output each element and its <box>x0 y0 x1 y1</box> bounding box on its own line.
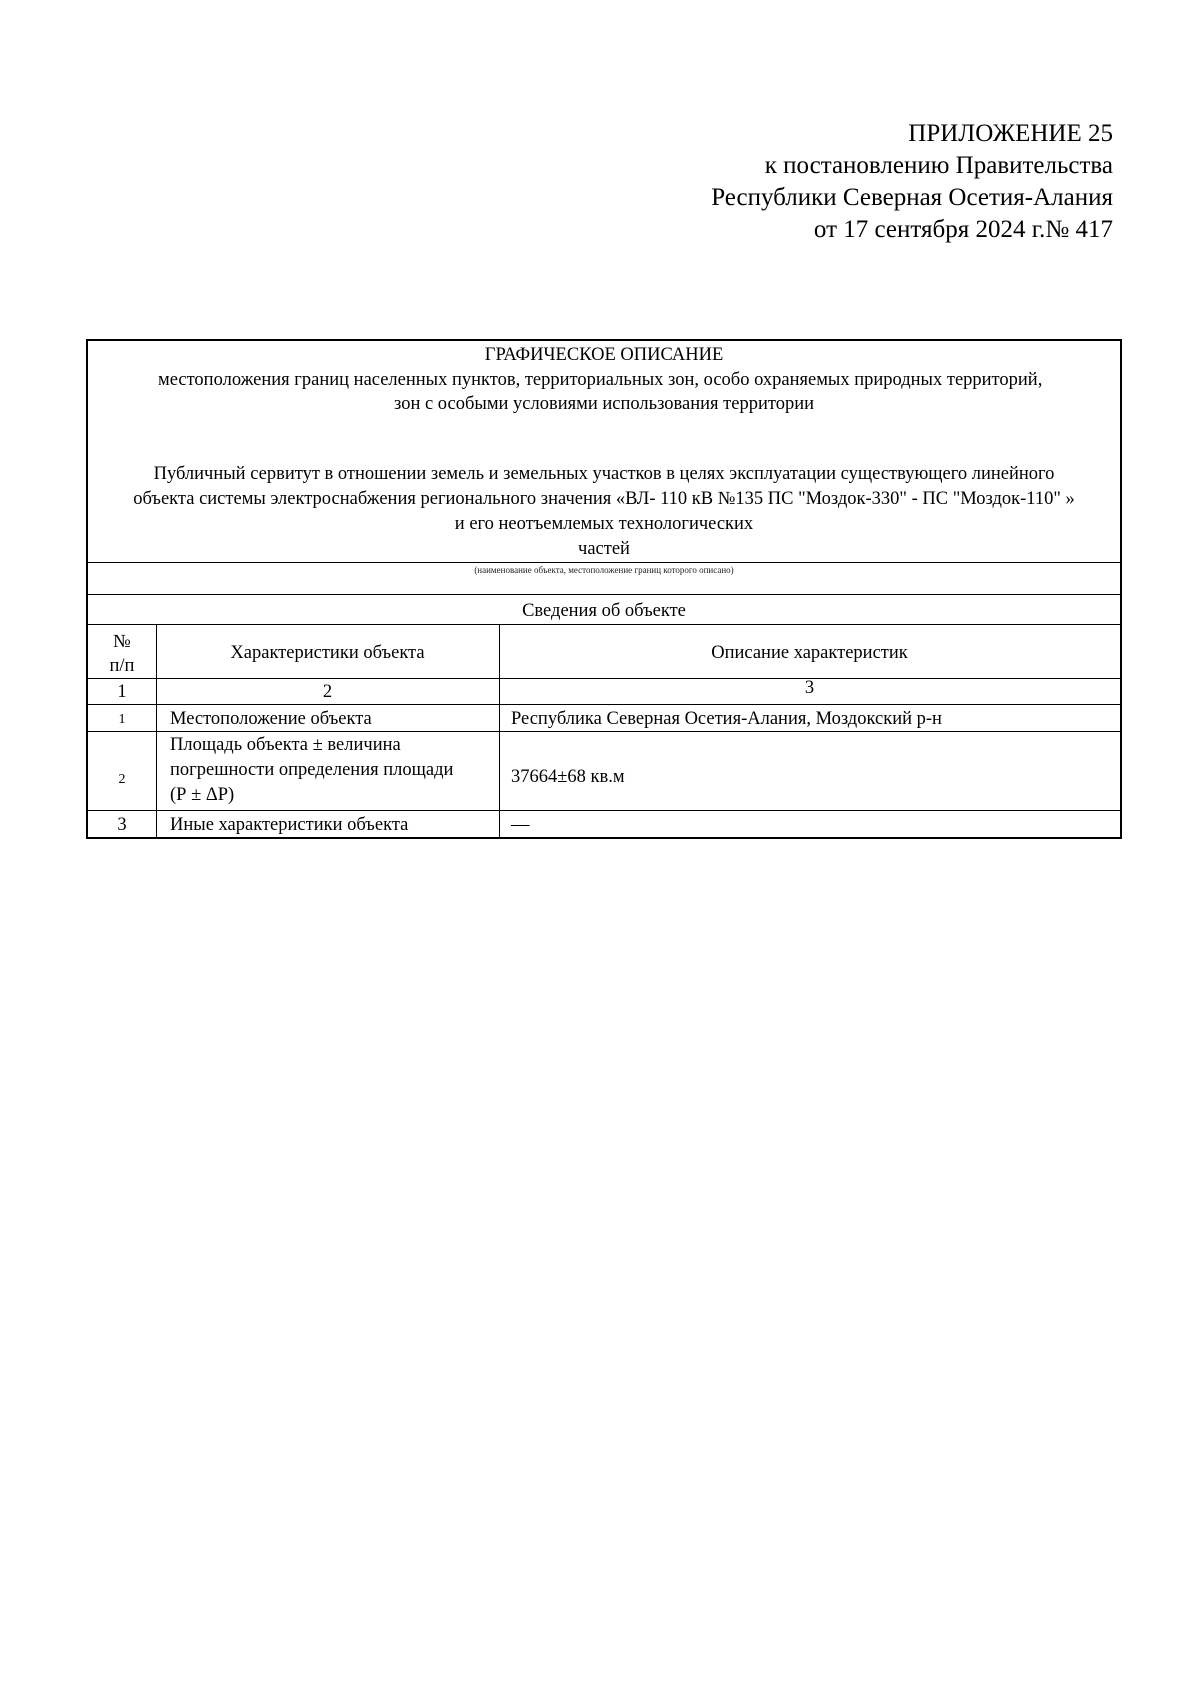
divider <box>88 704 1120 705</box>
header-characteristics: Характеристики объекта <box>230 643 425 663</box>
row-3-characteristic: Иные характеристики объекта <box>170 815 409 835</box>
object-name-line2: объекта системы электроснабжения регионального значения «ВЛ- 110 кВ №135 ПС "Моздок-330" - ПС "Моздок-110" » <box>133 489 1075 509</box>
appendix-reference: к постановлению Правительства <box>764 152 1113 179</box>
header-description: Описание характеристик <box>711 643 908 663</box>
row-1-characteristic: Местоположение объекта <box>170 709 372 729</box>
object-name-line4: частей <box>578 539 630 559</box>
divider <box>88 562 1120 563</box>
document-title: ГРАФИЧЕСКОЕ ОПИСАНИЕ <box>484 345 724 365</box>
row-1-description: Республика Северная Осетия-Алания, Моздокский р-н <box>511 709 942 729</box>
appendix-header <box>711 118 1113 246</box>
divider <box>88 731 1120 732</box>
column-number-1: 1 <box>117 682 127 702</box>
row-2-num: 2 <box>118 772 126 787</box>
divider <box>88 810 1120 811</box>
row-2-characteristic-line3: (Р ± ΔР) <box>170 785 235 805</box>
column-divider <box>156 624 157 837</box>
column-number-3: 3 <box>804 678 815 698</box>
header-num-line2: п/п <box>109 656 135 676</box>
object-name-line1: Публичный сервитут в отношении земель и земельных участков в целях эксплуатации существующего линейного <box>153 464 1055 484</box>
document-subtitle-line1: местоположения границ населенных пунктов, территориальных зон, особо охраняемых природных территорий, <box>158 370 1043 390</box>
appendix-number: ПРИЛОЖЕНИЕ 25 <box>908 120 1113 147</box>
divider <box>88 594 1120 595</box>
column-divider <box>499 624 500 837</box>
row-1-num: 1 <box>118 712 126 727</box>
row-2-characteristic-line2: погрешности определения площади <box>170 760 454 780</box>
graphic-description-table <box>86 339 1122 839</box>
row-2-characteristic-line1: Площадь объекта ± величина <box>170 735 401 755</box>
column-number-2: 2 <box>322 682 333 702</box>
object-name-line3: и его неотъемлемых технологических <box>454 514 754 534</box>
appendix-republic: Республики Северная Осетия-Алания <box>711 184 1113 211</box>
row-3-description: — <box>511 815 530 835</box>
row-2-description: 37664±68 кв.м <box>511 767 625 787</box>
header-num-line1: № <box>113 632 131 652</box>
object-caption: (наименование объекта, местоположение границ которого описано) <box>474 565 734 575</box>
appendix-date: от 17 сентября 2024 г.№ 417 <box>813 216 1113 243</box>
divider <box>88 624 1120 625</box>
document-subtitle-line2: зон с особыми условиями использования территории <box>394 394 814 414</box>
row-3-num: 3 <box>117 815 127 835</box>
section-title: Сведения об объекте <box>522 601 686 621</box>
